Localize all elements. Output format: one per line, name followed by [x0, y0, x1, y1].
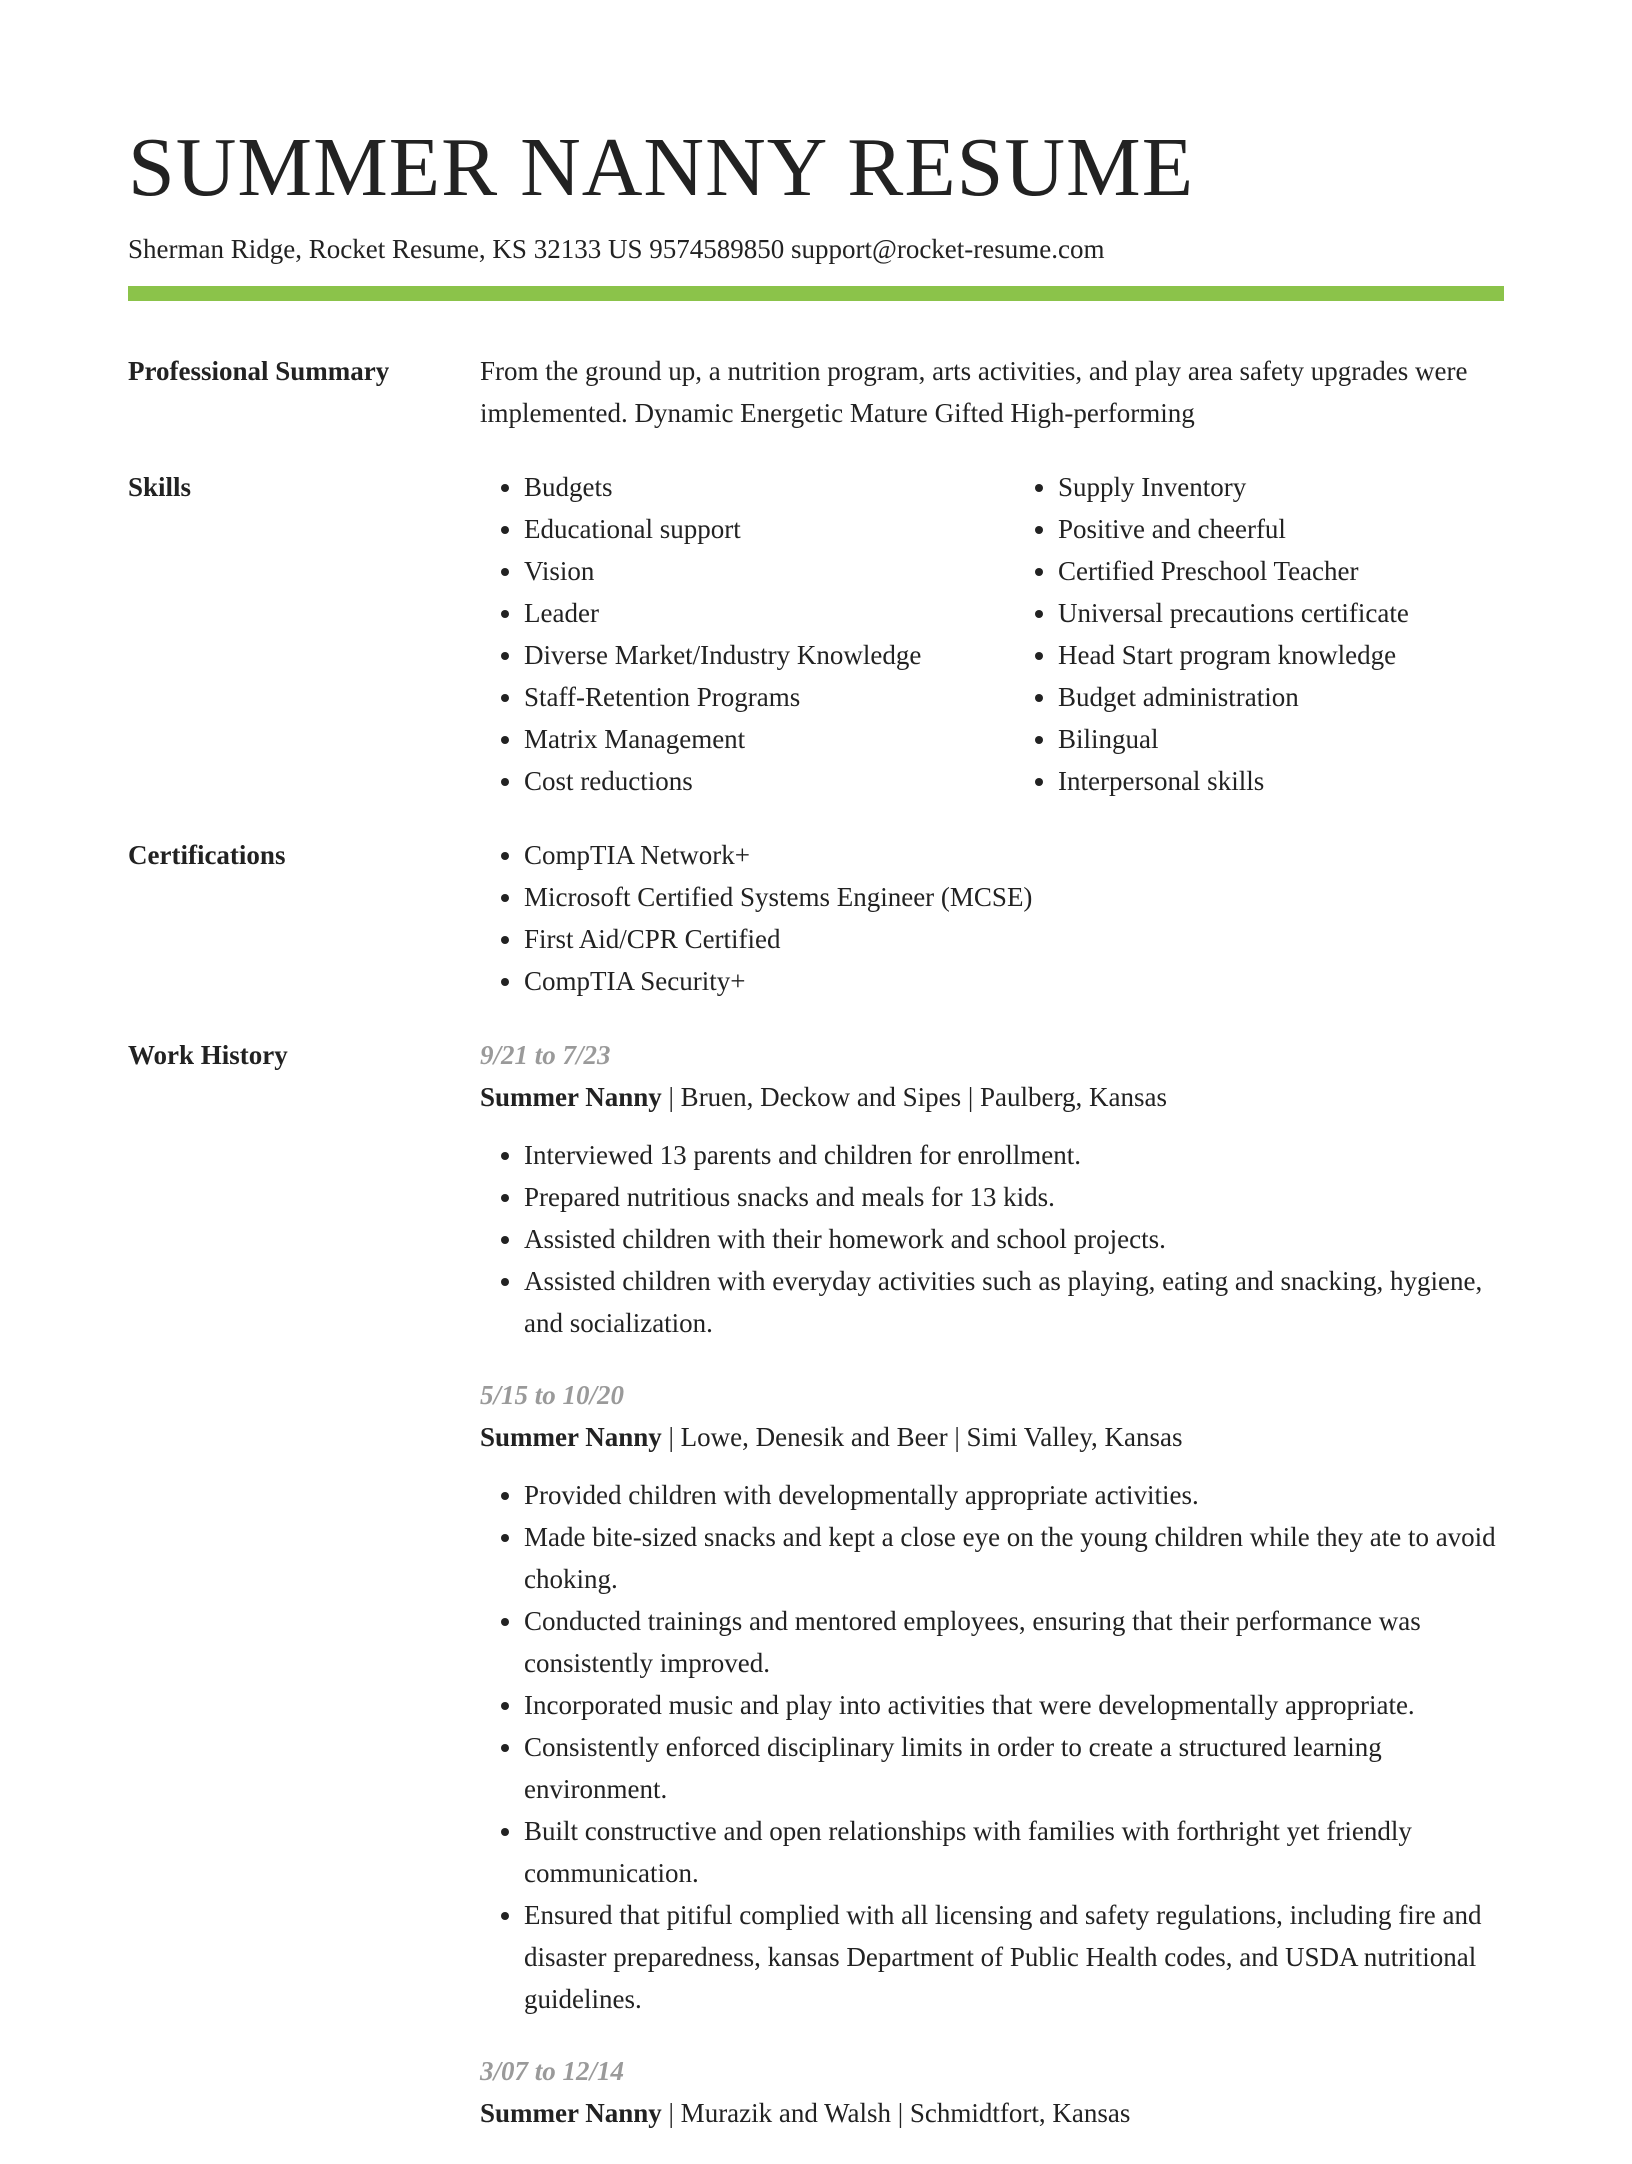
list-item: • CompTIA Network+: [524, 834, 1504, 876]
list-item: • Matrix Management: [524, 718, 970, 760]
job-bullets: [480, 1134, 1504, 1344]
list-item: • Made bite-sized snacks and kept a close eye on the young children while they ate to avoid choking.: [524, 1516, 1504, 1600]
resume-title: SUMMER NANNY RESUME: [128, 121, 1195, 214]
job-dates: 3/07 to 12/14: [480, 2056, 625, 2086]
list-item: • Supply Inventory: [1058, 466, 1504, 508]
list-item: • Bilingual: [1058, 718, 1504, 760]
work-history-content: [480, 1034, 1504, 2164]
list-item: • Conducted trainings and mentored employees, ensuring that their performance was consistently improved.: [524, 1600, 1504, 1684]
list-item: • Educational support: [524, 508, 970, 550]
list-item: • Assisted children with everyday activities such as playing, eating and snacking, hygiene, and socialization.: [524, 1260, 1504, 1344]
list-item: • Consistently enforced disciplinary limits in order to create a structured learning environment.: [524, 1726, 1504, 1810]
list-item: • Staff-Retention Programs: [524, 676, 970, 718]
skills-list-right: [1014, 466, 1504, 802]
section-label: Certifications: [128, 840, 286, 870]
job-entry: [480, 2050, 1504, 2134]
list-item: • Certified Preschool Teacher: [1058, 550, 1504, 592]
job-title-line: [480, 1416, 1504, 1458]
list-item: • Vision: [524, 550, 970, 592]
contact-line: Sherman Ridge, Rocket Resume, KS 32133 US 9574589850 support@rocket-resume.com: [128, 234, 1105, 264]
job-dates: 9/21 to 7/23: [480, 1040, 611, 1070]
list-item: • Incorporated music and play into activities that were developmentally appropriate.: [524, 1684, 1504, 1726]
job-entry: [480, 1034, 1504, 1344]
section-label: Professional Summary: [128, 356, 390, 386]
job-employer-location: | Murazik and Walsh | Schmidtfort, Kansas: [661, 2098, 1131, 2128]
job-employer-location: | Bruen, Deckow and Sipes | Paulberg, Kansas: [661, 1082, 1168, 1112]
job-entry: [480, 1374, 1504, 2020]
list-item: • Diverse Market/Industry Knowledge: [524, 634, 970, 676]
summary-text: From the ground up, a nutrition program, arts activities, and play area safety upgrades were implemented. Dynamic Energetic Mature Gifted High-performing: [480, 356, 1468, 428]
list-item: • Provided children with developmentally appropriate activities.: [524, 1474, 1504, 1516]
list-item: • Cost reductions: [524, 760, 970, 802]
certifications-content: [480, 834, 1504, 1002]
list-item: • Interpersonal skills: [1058, 760, 1504, 802]
job-employer-location: | Lowe, Denesik and Beer | Simi Valley, Kansas: [661, 1422, 1183, 1452]
job-title-line: [480, 1076, 1504, 1118]
job-title-line: [480, 2092, 1504, 2134]
job-bullets: [480, 1474, 1504, 2020]
job-role: Summer Nanny: [480, 2098, 662, 2128]
list-item: • Assisted children with their homework and school projects.: [524, 1218, 1504, 1260]
job-dates: 5/15 to 10/20: [480, 1380, 625, 1410]
list-item: • Budget administration: [1058, 676, 1504, 718]
job-role: Summer Nanny: [480, 1082, 662, 1112]
skills-list-left: [480, 466, 970, 802]
certifications-list: [480, 834, 1504, 1002]
list-item: • Ensured that pitiful complied with all licensing and safety regulations, including fire and disaster preparedness, kansas Department of Public Health codes, and USDA nutritional guidelines.: [524, 1894, 1504, 2020]
section-label: Work History: [128, 1040, 288, 1070]
list-item: • Leader: [524, 592, 970, 634]
list-item: • Positive and cheerful: [1058, 508, 1504, 550]
skills-columns: [480, 466, 1504, 802]
list-item: • Budgets: [524, 466, 970, 508]
list-item: • First Aid/CPR Certified: [524, 918, 1504, 960]
list-item: • Microsoft Certified Systems Engineer (MCSE): [524, 876, 1504, 918]
list-item: • Built constructive and open relationships with families with forthright yet friendly communication.: [524, 1810, 1504, 1894]
section-label: Skills: [128, 472, 192, 502]
list-item: • CompTIA Security+: [524, 960, 1504, 1002]
accent-divider: [128, 286, 1504, 301]
list-item: • Prepared nutritious snacks and meals for 13 kids.: [524, 1176, 1504, 1218]
list-item: • Head Start program knowledge: [1058, 634, 1504, 676]
list-item: • Interviewed 13 parents and children for enrollment.: [524, 1134, 1504, 1176]
list-item: • Universal precautions certificate: [1058, 592, 1504, 634]
job-role: Summer Nanny: [480, 1422, 662, 1452]
